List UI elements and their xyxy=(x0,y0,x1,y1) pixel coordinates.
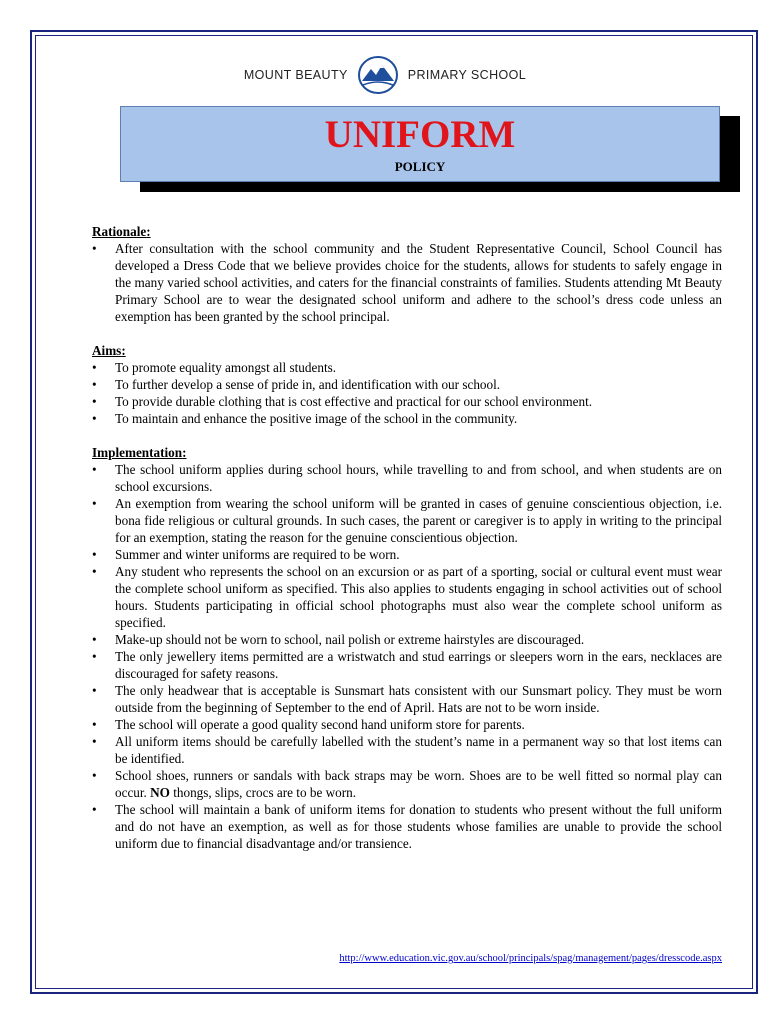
list-item: • After consultation with the school community and the Student Representative Council, School Council has developed a Dress Code that we believe provides choice for the students, allows for students to safely engage in the many varied school activities, and caters for the financial constraints of families. Students attending Mt Beauty Primary School are to wear the designated school uniform and adhere to the school’s dress code unless an exemption has been granted by the school principal. xyxy=(92,240,722,325)
list-item: • The only jewellery items permitted are a wristwatch and stud earrings or sleepers worn in the ears, necklaces are discouraged for safety reasons. xyxy=(92,648,722,682)
title-box xyxy=(120,106,720,182)
aims-list xyxy=(92,359,722,427)
document-subtitle: POLICY xyxy=(394,159,446,174)
source-link[interactable]: http://www.education.vic.gov.au/school/principals/spag/management/pages/dresscode.aspx xyxy=(339,953,722,964)
list-item: • Any student who represents the school on an excursion or as part of a sporting, social or cultural event must wear the complete school uniform as specified. This also applies to students engaging in school activities out of school hours. Students participating in official school photographs must also wear the complete school uniform as specified. xyxy=(92,563,722,631)
policy-content xyxy=(92,223,722,852)
implementation-list xyxy=(92,461,722,852)
list-item: • The school will operate a good quality second hand uniform store for parents. xyxy=(92,716,722,733)
list-item: • An exemption from wearing the school uniform will be granted in cases of genuine conscientious objection, i.e. bona fide religious or cultural grounds. In such cases, the parent or caregiver is to apply in writing to the principal for an exemption, stating the reason for the genuine conscientious objection. xyxy=(92,495,722,546)
list-item: • All uniform items should be carefully labelled with the student’s name in a permanent way so that lost items can be identified. xyxy=(92,733,722,767)
list-item: • To maintain and enhance the positive image of the school in the community. xyxy=(92,410,722,427)
school-name-right: PRIMARY SCHOOL xyxy=(407,68,527,82)
school-header xyxy=(0,55,770,95)
school-name-left: MOUNT BEAUTY xyxy=(243,68,348,82)
list-item: • To promote equality amongst all students. xyxy=(92,359,722,376)
list-item: • School shoes, runners or sandals with back straps may be worn. Shoes are to be well fitted so normal play can occur. NO thongs, slips, crocs are to be worn. xyxy=(92,767,722,801)
list-item: • Make-up should not be worn to school, nail polish or extreme hairstyles are discouraged. xyxy=(92,631,722,648)
list-item: • The school will maintain a bank of uniform items for donation to students who present without the full uniform and do not have an exemption, as well as for those students whose families are unable to provide the school uniform due to financial disadvantage and/or transience. xyxy=(92,801,722,852)
list-item: • The only headwear that is acceptable is Sunsmart hats consistent with our Sunsmart policy. They must be worn outside from the beginning of September to the end of April. Hats are not to be worn inside. xyxy=(92,682,722,716)
rationale-heading: Rationale: xyxy=(92,224,151,239)
aims-heading: Aims: xyxy=(92,343,126,358)
list-item: • Summer and winter uniforms are required to be worn. xyxy=(92,546,722,563)
list-item: • To provide durable clothing that is cost effective and practical for our school environment. xyxy=(92,393,722,410)
no-emphasis: NO xyxy=(150,785,170,800)
implementation-heading: Implementation: xyxy=(92,445,187,460)
document-title: UNIFORM xyxy=(324,113,516,156)
list-item: • The school uniform applies during school hours, while travelling to and from school, and when students are on school excursions. xyxy=(92,461,722,495)
rationale-list xyxy=(92,240,722,325)
list-item: • To further develop a sense of pride in, and identification with our school. xyxy=(92,376,722,393)
mountain-logo-icon xyxy=(356,55,400,95)
